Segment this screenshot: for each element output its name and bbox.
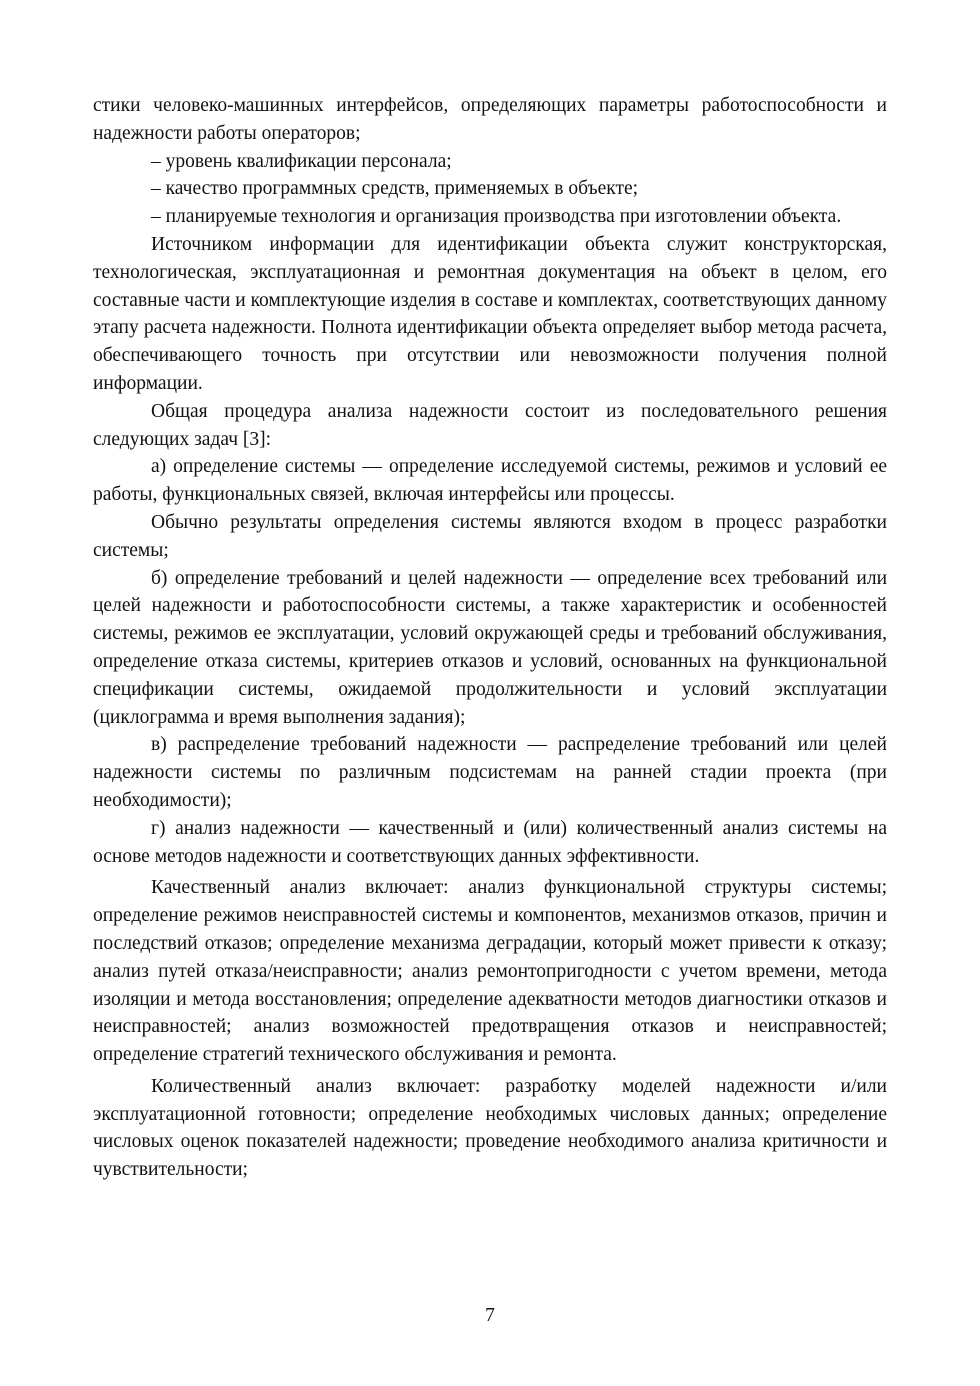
paragraph-quantitative-analysis: Количественный анализ включает: разработку моделей надежности и/или эксплуатационной готовности; определение необходимых числовых данных; определение числовых оценок показателей надежности; проведение необходимого анализа критичности и чувствительности; xyxy=(93,1075,887,1181)
list-item-a-system-definition: а) определение системы — определение исследуемой системы, режимов и условий ее работы, функциональных связей, включая интерфейсы или процессы. xyxy=(93,456,887,506)
list-item-g-analysis: г) анализ надежности — качественный и (или) количественный анализ системы на основе методов надежности и соответствующих данных эффективности. xyxy=(93,817,887,867)
paragraph-general-procedure: Общая процедура анализа надежности состоит из последовательного решения следующих задач [3]: xyxy=(93,400,887,450)
list-item-software-quality: – качество программных средств, применяемых в объекте; xyxy=(151,178,639,200)
list-item-production-technology: – планируемые технология и организация производства при изготовлении объекта. xyxy=(151,206,842,228)
paragraph-system-definition-results: Обычно результаты определения системы являются входом в процесс разработки системы; xyxy=(93,511,887,561)
page-number: 7 xyxy=(485,1305,495,1326)
body-text xyxy=(93,92,887,1184)
list-item-v-allocation: в) распределение требований надежности — распределение требований или целей надежности системы по различным подсистемам на ранней стадии проекта (при необходимости); xyxy=(93,734,887,811)
paragraph-continuation: стики человеко-машинных интерфейсов, определяющих параметры работоспособности и надежности работы операторов; xyxy=(93,95,887,144)
paragraph-information-source: Источником информации для идентификации объекта служит конструкторская, технологическая, эксплуатационная и ремонтная документация на объект в целом, его составные части и комплектующие изделия в составе и комплектах, соответствующих данному этапу расчета надежности. Полнота идентификации объекта определяет выбор метода расчета, обеспечивающего точность при отсутствии или невозможности получения полной информации. xyxy=(93,233,887,394)
list-item-personnel-qualification: – уровень квалификации персонала; xyxy=(151,150,452,172)
list-item-b-requirements: б) определение требований и целей надежности — определение всех требований или целей надежности и работоспособности системы, а также характеристик и особенностей системы, режимов ее эксплуатации, условий окружающей среды и требований обслуживания, определение отказа системы, критериев отказов и условий, основанных на функциональной спецификации системы, ожидаемой продолжительности и условий эксплуатации (циклограмма и время выполнения задания); xyxy=(93,567,887,728)
paragraph-qualitative-analysis: Качественный анализ включает: анализ функциональной структуры системы; определение режимов неисправностей системы и компонентов, механизмов отказов, причин и последствий отказов; определение механизма деградации, который может привести к отказу; анализ путей отказа/неисправности; анализ ремонтопригодности с учетом времени, метода изоляции и метода восстановления; определение адекватности методов диагностики отказов и неисправностей; анализ возможностей предотвращения отказов и неисправностей; определение стратегий технического обслуживания и ремонта. xyxy=(93,877,887,1066)
